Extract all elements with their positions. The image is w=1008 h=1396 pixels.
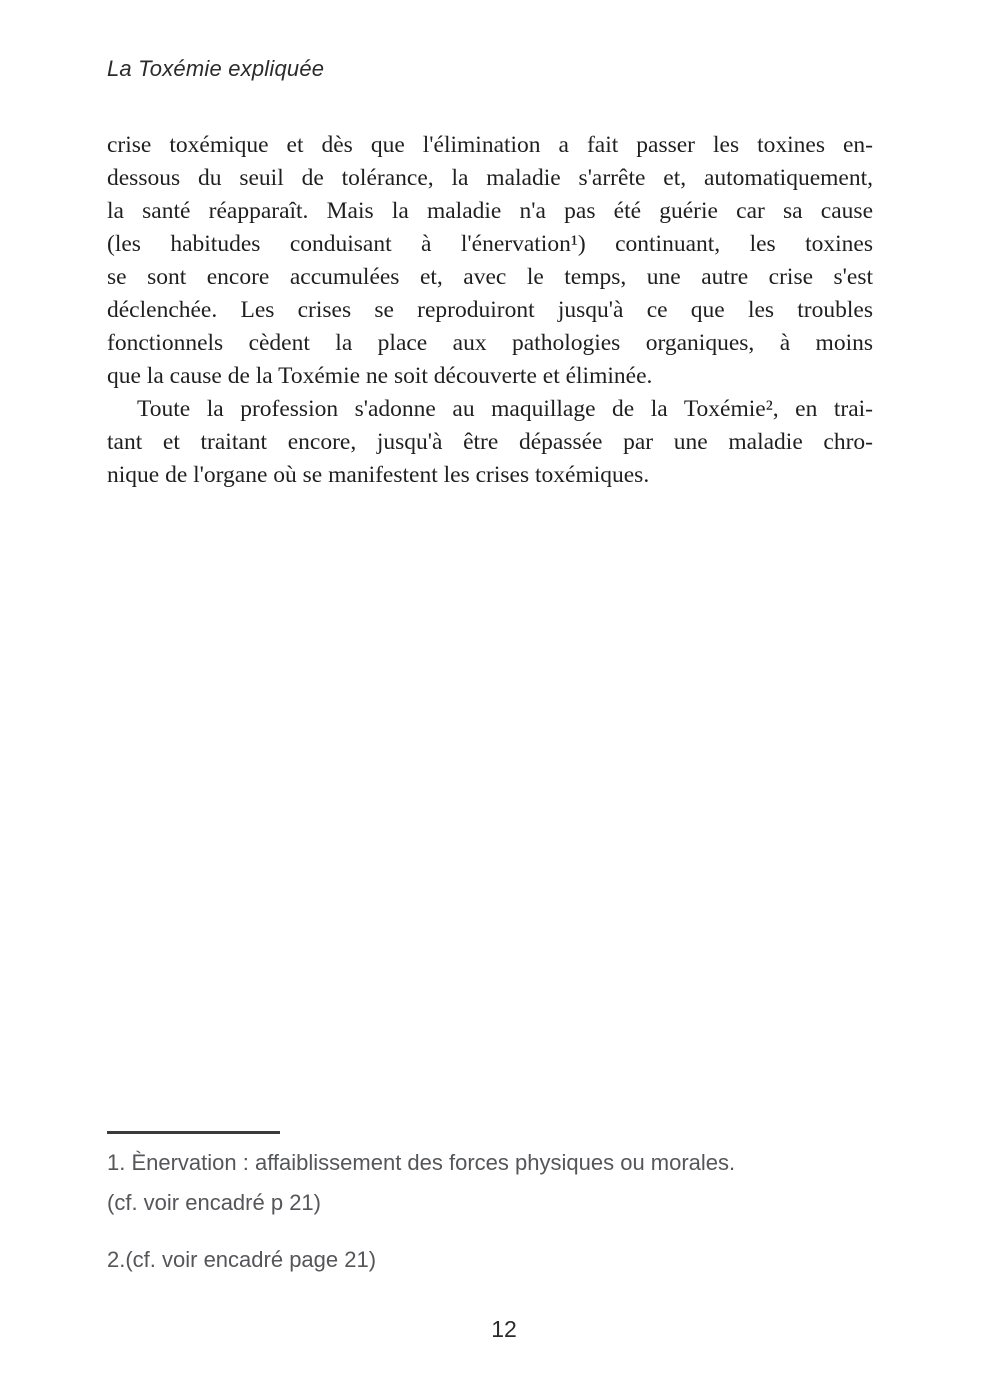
footnote-1-line-1: 1. Ènervation : affaiblissement des forces physiques ou morales. [107, 1150, 736, 1175]
footnotes [107, 1143, 887, 1280]
body-line: Toute la profession s'adonne au maquillage de la Toxémie², en trai- [137, 396, 873, 422]
body-line: que la cause de la Toxémie ne soit découverte et éliminée. [107, 363, 653, 389]
footnote-1-line-2: (cf. voir encadré p 21) [107, 1190, 321, 1215]
paragraph [107, 393, 873, 492]
body-line: crise toxémique et dès que l'élimination a fait passer les toxines en- [107, 132, 873, 158]
body-line: (les habitudes conduisant à l'énervation¹) continuant, les toxines [107, 231, 873, 257]
body-text [107, 129, 873, 492]
body-line: dessous du seuil de tolérance, la maladie s'arrête et, automatiquement, [107, 165, 873, 191]
paragraph [107, 129, 873, 393]
footnote-2-line-1: 2.(cf. voir encadré page 21) [107, 1247, 377, 1272]
body-line: déclenchée. Les crises se reproduiront jusqu'à ce que les troubles [107, 297, 873, 323]
body-line: se sont encore accumulées et, avec le temps, une autre crise s'est [107, 264, 873, 290]
body-line: tant et traitant encore, jusqu'à être dépassée par une maladie chro- [107, 429, 873, 455]
footnote-1 [107, 1143, 887, 1223]
body-line: la santé réapparaît. Mais la maladie n'a pas été guérie car sa cause [107, 198, 873, 224]
body-line: nique de l'organe où se manifestent les crises toxémiques. [107, 462, 650, 488]
body-line: fonctionnels cèdent la place aux pathologies organiques, à moins [107, 330, 873, 356]
page-number: 12 [491, 1316, 517, 1342]
footnote-separator-rule [107, 1131, 280, 1134]
running-header: La Toxémie expliquée [107, 56, 325, 81]
footnote-2 [107, 1240, 887, 1280]
